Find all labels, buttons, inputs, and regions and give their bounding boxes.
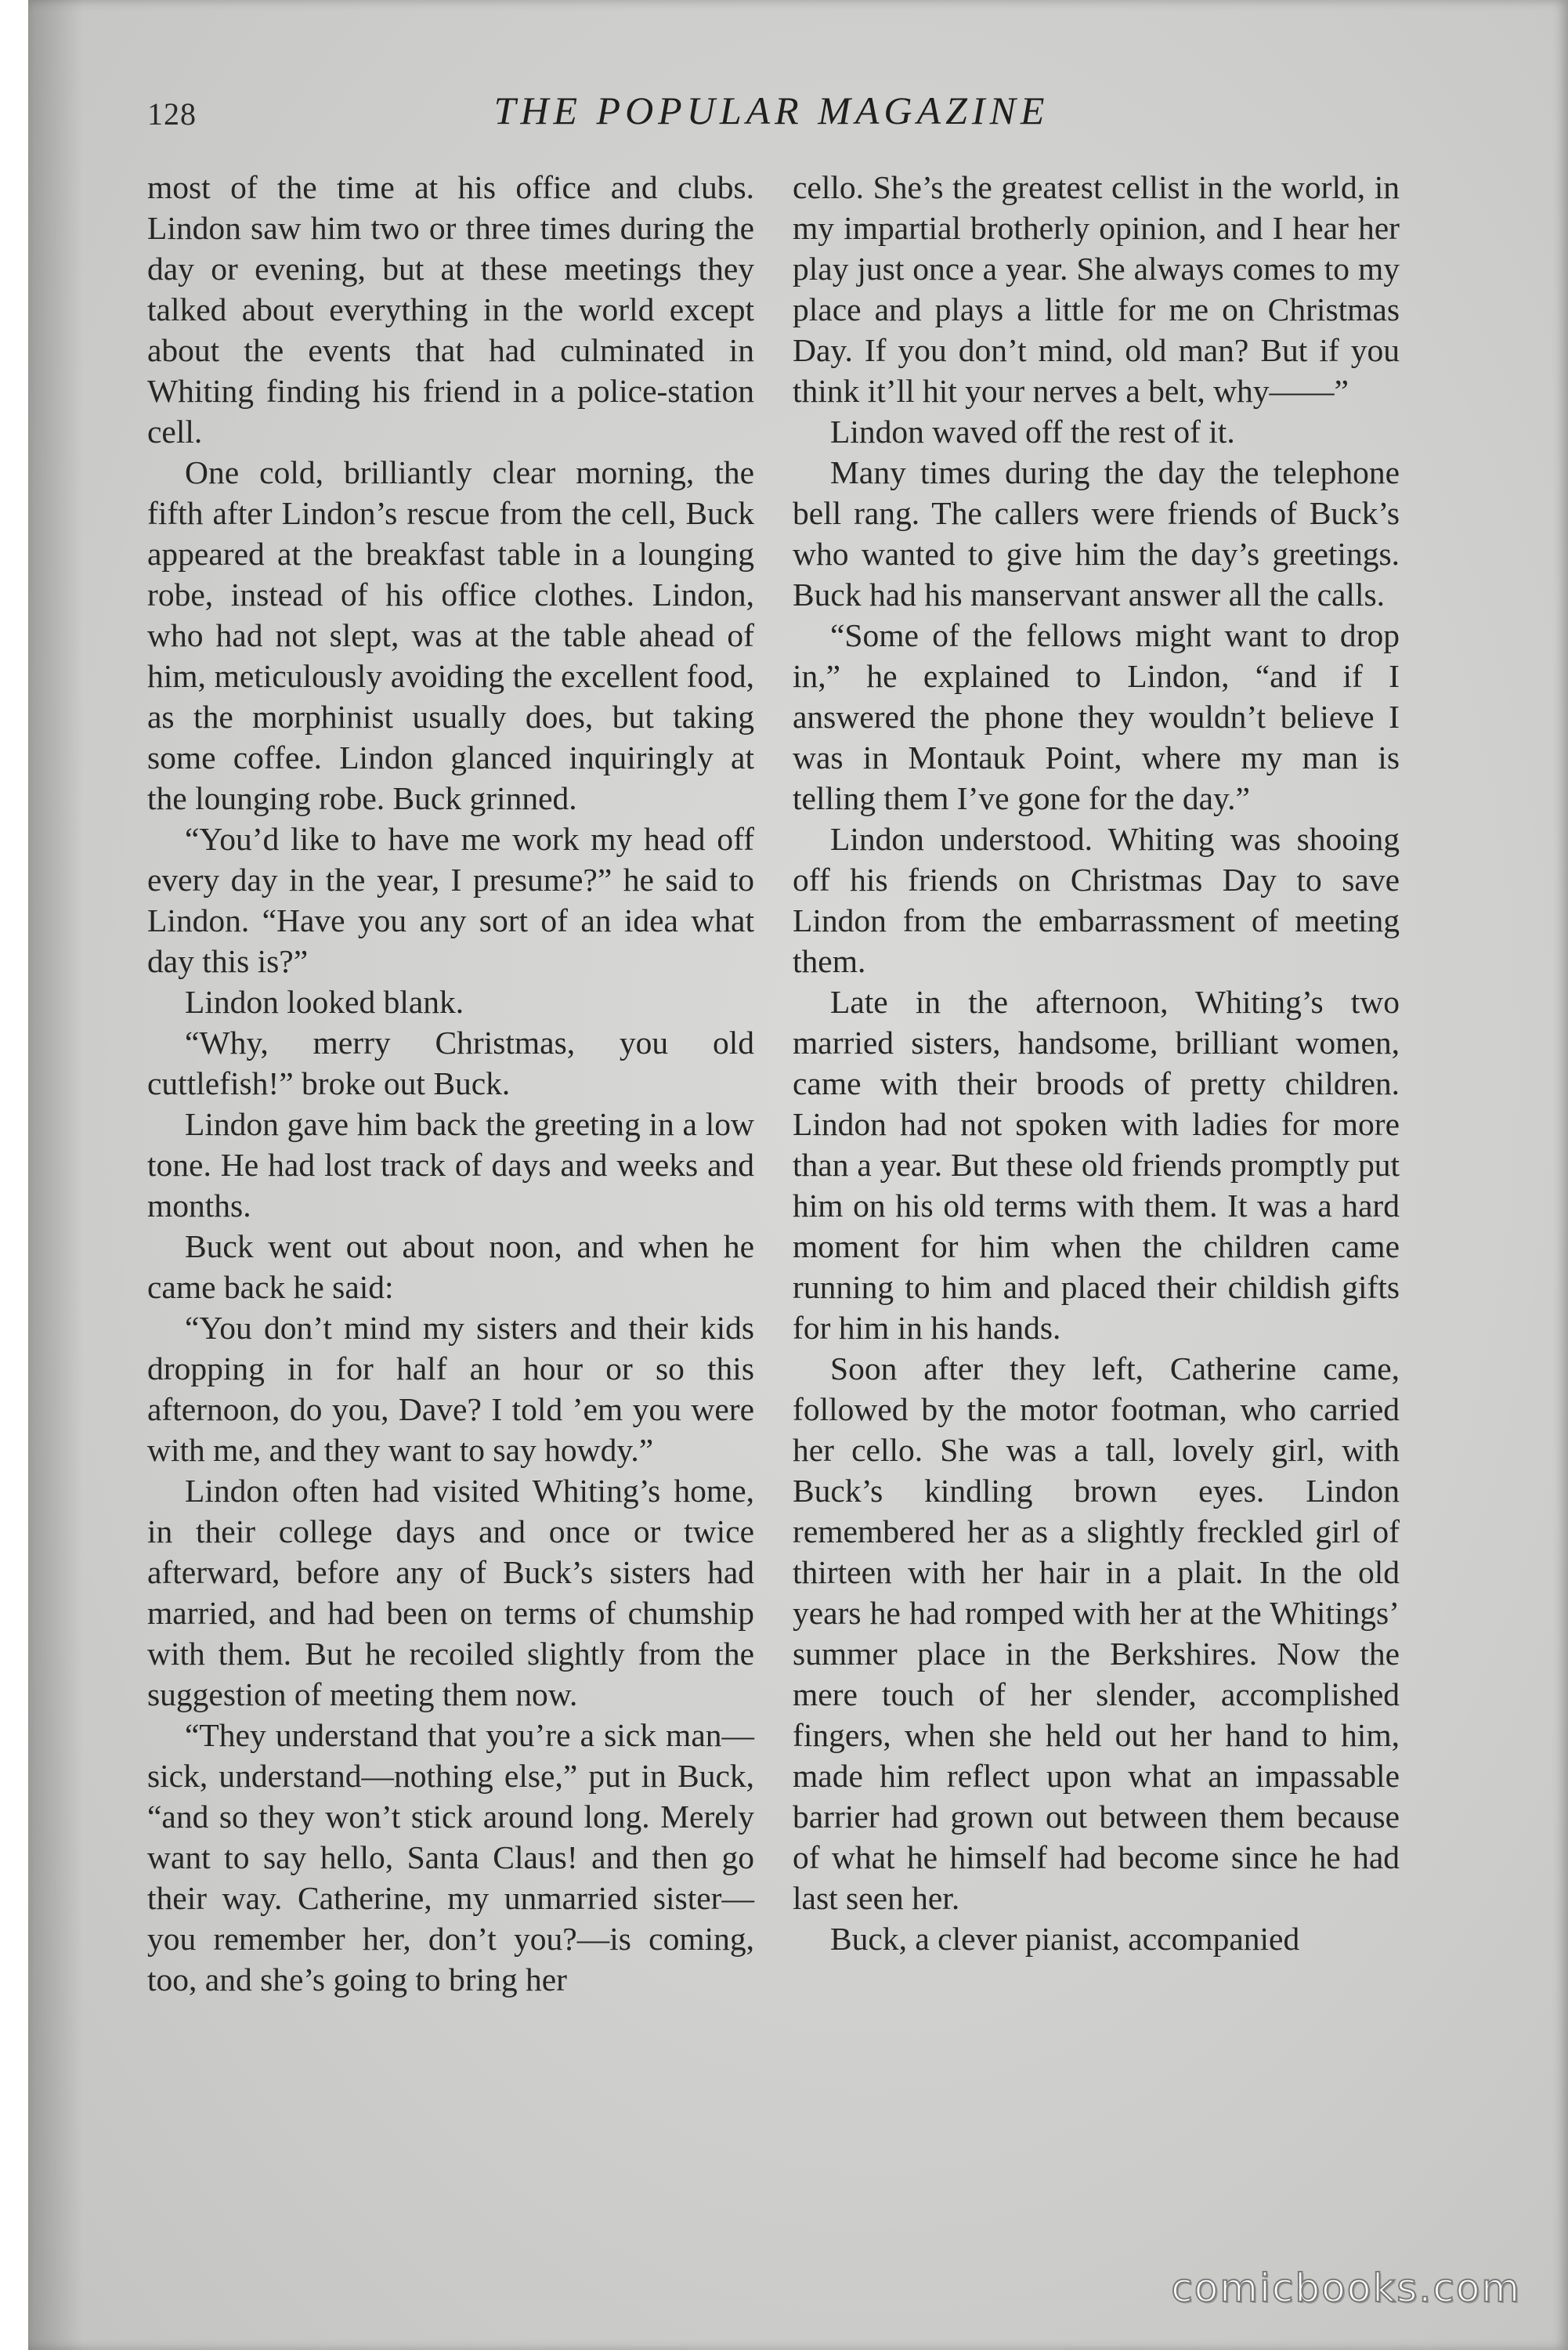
paragraph: cello. She’s the greatest cellist in the world, in my impartial brotherly opinion, and I hear her play just once a year. She always comes to my place and plays a little for me on Christmas Day. If you don’t mind, old man? But if you think it’ll hit your nerves a belt, why——” xyxy=(793,169,1400,409)
page-number: 128 xyxy=(147,96,197,132)
paragraph: Many times during the day the telephone bell rang. The callers were friends of Buck’s who wanted to give him the day’s greetings. Buck had his manservant answer all the calls. xyxy=(793,454,1400,613)
left-column xyxy=(147,167,754,2000)
paragraph: Buck, a clever pianist, accompanied xyxy=(830,1921,1300,1957)
paragraph: One cold, brilliantly clear morning, the fifth after Lindon’s rescue from the cell, Buck appeared at the breakfast table in a lounging robe, instead of his office clothes. Lindon, who had not slept, was at the table ahead of him, meticulously avoiding the excellent food, as the morphinist usually does, but taking some coffee. Lindon glanced inquiringly at the lounging robe. Buck grinned. xyxy=(147,454,754,816)
paragraph: Lindon waved off the rest of it. xyxy=(830,414,1235,450)
paragraph: “You don’t mind my sisters and their kids dropping in for half an hour or so this afternoon, do you, Dave? I told ’em you were with me, and they want to say howdy.” xyxy=(147,1310,754,1468)
watermark: comicbooks.com xyxy=(1171,2265,1521,2311)
paragraph: Buck went out about noon, and when he came back he said: xyxy=(147,1228,754,1305)
paragraph: most of the time at his office and clubs. Lindon saw him two or three times during the day or evening, but at these meetings they talked about everything in the world except about the events that had culminated in Whiting finding his friend in a police-station cell. xyxy=(147,169,754,450)
paragraph: Soon after they left, Catherine came, followed by the motor footman, who carried her cello. She was a tall, lovely girl, with Buck’s kindling brown eyes. Lindon remembered her as a slightly freckled girl of thirteen with her hair in a plait. In the old years he had romped with her at the Whitings’ summer place in the Berkshires. Now the mere touch of her slender, accomplished fingers, when she held out her hand to him, made him reflect upon what an impassable barrier had grown out between them because of what he himself had become since he had last seen her. xyxy=(793,1350,1400,1916)
paragraph: Lindon understood. Whiting was shooing off his friends on Christmas Day to save Lindon from the embarrassment of meeting them. xyxy=(793,821,1400,979)
paragraph: “Some of the fellows might want to drop in,” he explained to Lindon, “and if I answered the phone they wouldn’t believe I was in Montauk Point, where my man is telling them I’ve gone for the day.” xyxy=(793,617,1400,816)
paragraph: Late in the afternoon, Whiting’s two married sisters, handsome, brilliant women, came with their broods of pretty children. Lindon had not spoken with ladies for more than a year. But these old friends promptly put him on his old terms with them. It was a hard moment for him when the children came running to him and placed their childish gifts for him in his hands. xyxy=(793,984,1400,1346)
paragraph: Lindon looked blank. xyxy=(185,984,464,1020)
paragraph: Lindon gave him back the greeting in a low tone. He had lost track of days and weeks and months. xyxy=(147,1106,754,1224)
spine-shadow xyxy=(28,0,83,2350)
paragraph: “They understand that you’re a sick man—sick, understand—nothing else,” put in Buck, “and so they won’t stick around long. Merely want to say hello, Santa Claus! and then go their way. Catherine, my unmarried sister—you remember her, don’t you?—is coming, too, and she’s going to bring her xyxy=(147,1717,754,1998)
paragraph: “You’d like to have me work my head off every day in the year, I presume?” he said to Lindon. “Have you any sort of an idea what day this is?” xyxy=(147,821,754,979)
paragraph: “Why, merry Christmas, you old cuttlefish!” broke out Buck. xyxy=(147,1025,754,1101)
paragraph: Lindon often had visited Whiting’s home, in their college days and once or twice afterward, before any of Buck’s sisters had married, and had been on terms of chumship with them. But he recoiled slightly from the suggestion of meeting them now. xyxy=(147,1473,754,1712)
magazine-title: THE POPULAR MAGAZINE xyxy=(493,89,1050,132)
running-head xyxy=(0,88,1568,143)
right-column xyxy=(793,167,1400,1959)
